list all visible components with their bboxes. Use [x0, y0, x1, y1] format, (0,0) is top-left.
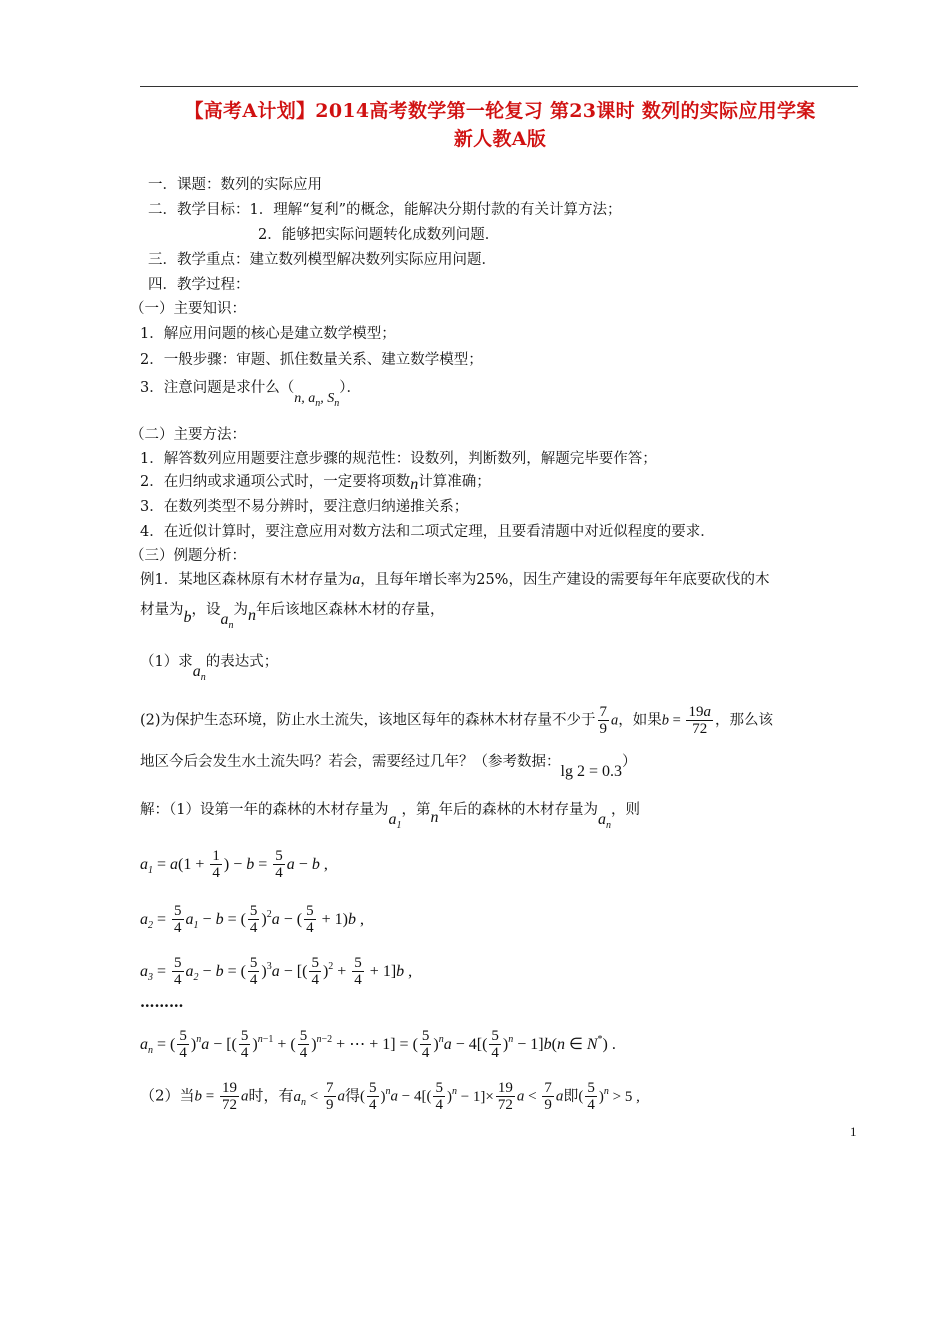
document-title: 【高考A计划】2014高考数学第一轮复习 第23课时 数列的实际应用学案	[184, 100, 816, 122]
example-1-line-2: 材量为b，设$a_n$为n年后该地区森林木材的存量，	[140, 602, 445, 631]
page-number: 1	[850, 1124, 857, 1139]
methods-item-1: 1．解答数列应用题要注意步骤的规范性：设数列，判断数列，解题完毕要作答；	[140, 451, 657, 467]
ellipsis: ………	[140, 994, 184, 1011]
methods-item-2: 2．在归纳或求通项公式时，一定要将项数n计算准确；	[140, 474, 491, 493]
knowledge-heading: （一）主要知识：	[130, 301, 246, 317]
methods-heading: （二）主要方法：	[130, 427, 246, 443]
question-2-line-2: 地区今后会发生水土流失吗？若会，需要经过几年？（参考数据：lg 2 = 0.3）	[140, 754, 637, 780]
section-two-a: 二．教学目标：1．理解“复利”的概念，能解决分期付款的有关计算方法；	[148, 202, 622, 218]
formula-an: $a_n$ = ( $\frac{5}{4}$ )$^n$a − [( $\frac{5}{4}$ )$^{n-1}$ + ( $\frac{5}{4}$ )$^{n-2}$ + ⋯ + 1] = ( $\frac{5}{4}$ )$^n$a − 4[( $\frac{5}{4}$ )$^n$ − 1]b(n ∈ N*) .	[140, 1028, 616, 1061]
knowledge-item-3: 3．注意问题是求什么（n, $a_n$, $S_n$）．	[140, 380, 361, 409]
knowledge-item-1: 1．解应用问题的核心是建立数学模型；	[140, 326, 396, 342]
question-1: （1）求$a_n$的表达式；	[140, 654, 279, 683]
header-rule	[140, 86, 858, 87]
solution-part-2: （2）当b = $\frac{19}{72}$ a时，有$a_n$ < $\frac{7}{9}$ a得( $\frac{5}{4}$ )$^n$a − 4[( $\frac{5}{4}$ )$^n$ − 1]× $\frac{19}{72}$ a < $\frac{7}{9}$ a即( $\frac{5}{4}$ )$^n$ > 5 ,	[140, 1080, 640, 1113]
formula-n-an-sn: n, $a_n$, $S_n$	[294, 391, 340, 409]
formula-a1: $a_1 = a(1$ + $\frac{1}{4}$ ) − b = $\frac{5}{4}$ a − b ,	[140, 848, 328, 881]
knowledge-item-2: 2．一般步骤：审题、抓住数量关系、建立数学模型；	[140, 352, 483, 368]
methods-item-4: 4．在近似计算时，要注意应用对数方法和二项式定理，且要看清题中对近似程度的要求．	[140, 524, 715, 540]
example-1-line-1: 例1．某地区森林原有木材存量为a，且每年增长率为25%，因生产建设的需要每年年底要砍伐的木	[140, 571, 770, 588]
section-four: 四．教学过程：	[148, 277, 250, 293]
question-2-line-1: (2)为保护生态环境，防止水土流失，该地区每年的森林木材存量不少于 $\frac{7}{9}$ a，如果b = $\frac{19a}{72}$ ，那么该	[140, 704, 773, 737]
solution-intro: 解：（1）设第一年的森林的木材存量为$a_1$，第n年后的森林的木材存量为$a_n$，则	[140, 802, 640, 831]
section-two-b: 2．能够把实际问题转化成数列问题．	[258, 227, 500, 243]
formula-a3: $a_3$ = $\frac{5}{4}$ $a_2 - b$ = ( $\frac{5}{4}$ )$^3$a − [( $\frac{5}{4}$ )$^2$ + $\frac{5}{4}$ + 1]b ,	[140, 955, 413, 988]
methods-item-3: 3．在数列类型不易分辨时，要注意归纳递推关系；	[140, 499, 469, 515]
section-three: 三．教学重点：建立数列模型解决数列实际应用问题．	[148, 252, 496, 268]
section-one: 一．课题：数列的实际应用	[148, 177, 322, 193]
document-title-line2: 新人教A版	[453, 128, 547, 150]
formula-a2: $a_2$ = $\frac{5}{4}$ $a_1 - b$ = ( $\frac{5}{4}$ )$^2$a − ( $\frac{5}{4}$ + 1)b ,	[140, 903, 364, 936]
examples-heading: （三）例题分析：	[130, 548, 246, 564]
